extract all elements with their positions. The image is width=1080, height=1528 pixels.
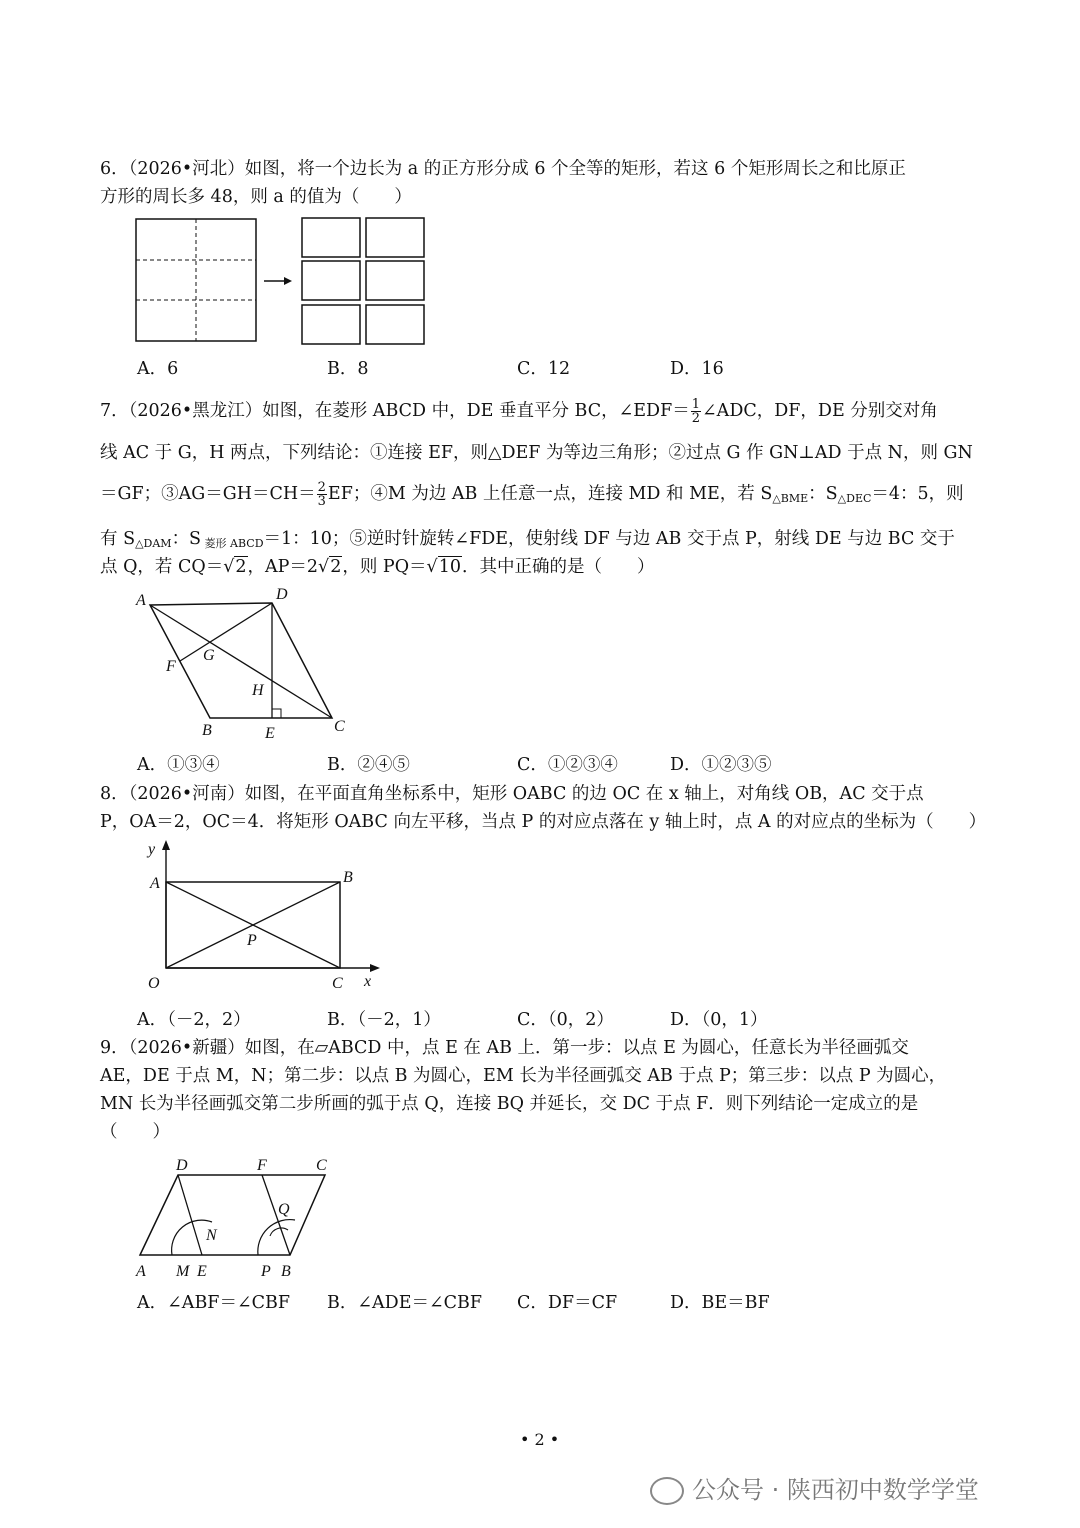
q6-figure	[130, 215, 430, 350]
q8-label-a: A	[150, 875, 160, 892]
q7-label-c: C	[334, 718, 345, 735]
watermark-text: 公众号 · 陕西初中数学学堂	[692, 1476, 979, 1504]
q7-label-a: A	[136, 592, 146, 609]
q8-label-o: O	[148, 975, 160, 992]
q9-option-a: A．∠ABF＝∠CBF	[137, 1293, 290, 1313]
q9-line3: MN 长为半径画弧交第二步所画的弧于点 Q，连接 BQ 并延长，交 DC 于点 F．则下列结论一定成立的是	[100, 1094, 919, 1114]
q8-label-x: x	[364, 973, 372, 990]
q8-option-b: B．（－2，1）	[327, 1010, 441, 1030]
q9-label-m: M	[176, 1263, 190, 1280]
q6-option-d: D．16	[670, 359, 724, 379]
q6-option-a: A．6	[137, 359, 179, 379]
q6-option-b: B．8	[327, 359, 369, 379]
q7-label-d: D	[276, 586, 288, 603]
q7-label-b: B	[202, 722, 212, 739]
q6-option-c: C．12	[517, 359, 571, 379]
q8-label-c: C	[332, 975, 343, 992]
q8-option-c: C．（0，2）	[517, 1010, 614, 1030]
q9-label-p: P	[261, 1263, 271, 1280]
q8-figure	[130, 838, 390, 998]
q8-label-p: P	[247, 932, 257, 949]
q7-line1: 7．（2026•黑龙江）如图，在菱形 ABCD 中，DE 垂直平分 BC，∠EDF＝ $\frac{1}{2}$ ∠ADC，DF，DE 分别交对角	[100, 397, 938, 426]
q7-label-f: F	[166, 658, 176, 675]
q7-option-b: B．②④⑤	[327, 755, 410, 775]
q7-figure	[130, 585, 360, 745]
q7-label-h: H	[252, 682, 264, 699]
q8-option-a: A．（－2，2）	[137, 1010, 251, 1030]
q8-label-y: y	[148, 841, 156, 858]
q7-option-d: D．①②③⑤	[670, 755, 772, 775]
q6-line2: 方形的周长多 48，则 a 的值为（ ）	[100, 187, 412, 207]
q7-line2: 线 AC 于 G，H 两点，下列结论：①连接 EF，则△DEF 为等边三角形；②过点 G 作 GN⊥AD 于点 N，则 GN	[100, 443, 973, 463]
q8-label-b: B	[343, 869, 353, 886]
q9-line2: AE，DE 于点 M，N；第二步：以点 B 为圆心，EM 长为半径画弧交 AB 于点 P；第三步：以点 P 为圆心，	[100, 1066, 947, 1086]
q9-label-c: C	[316, 1157, 327, 1174]
page-number: • 2 •	[520, 1430, 560, 1449]
q9-label-b: B	[281, 1263, 291, 1280]
q9-line4: （ ）	[100, 1122, 170, 1142]
q6-line1: 6．（2026•河北）如图，将一个边长为 a 的正方形分成 6 个全等的矩形，若这 6 个矩形周长之和比原正	[100, 159, 906, 179]
q9-option-c: C．DF＝CF	[517, 1293, 618, 1313]
q8-line2: P，OA＝2，OC＝4．将矩形 OABC 向左平移，当点 P 的对应点落在 y 轴上时，点 A 的对应点的坐标为（ ）	[100, 812, 987, 832]
q7-line5: 点 Q，若 CQ＝√2，AP＝2√2，则 PQ＝√10．其中正确的是（ ）	[100, 557, 655, 577]
q7-label-g: G	[203, 647, 215, 664]
q7-label-e: E	[265, 725, 275, 742]
q9-label-q: Q	[278, 1201, 290, 1218]
q9-option-b: B．∠ADE＝∠CBF	[327, 1293, 483, 1313]
wechat-icon	[650, 1477, 684, 1505]
q9-line1: 9．（2026•新疆）如图，在▱ABCD 中，点 E 在 AB 上．第一步：以点 E 为圆心，任意长为半径画弧交	[100, 1038, 909, 1058]
q9-label-d: D	[176, 1157, 188, 1174]
q9-figure	[130, 1150, 350, 1285]
q9-label-a: A	[136, 1263, 146, 1280]
q9-label-n: N	[206, 1227, 217, 1244]
q9-label-e: E	[197, 1263, 207, 1280]
q7-option-c: C．①②③④	[517, 755, 618, 775]
q7-line4: 有 $S_{\triangle DAM}$：S $_{菱形 ABCD}$＝1：10；⑤逆时针旋转∠FDE，使射线 DF 与边 AB 交于点 P，射线 DE 与边 BC 交于	[100, 529, 955, 550]
q9-label-f: F	[257, 1157, 267, 1174]
q8-option-d: D．（0，1）	[670, 1010, 768, 1030]
watermark	[650, 1470, 979, 1505]
q7-line3: ＝GF；③AG＝GH＝CH＝ $\frac{2}{3}$ EF；④M 为边 AB 上任意一点，连接 MD 和 ME，若 $S_{\triangle BME}$：$S_{\triangle DEC}=4$：5，则	[100, 480, 964, 509]
q7-option-a: A．①③④	[137, 755, 220, 775]
q8-line1: 8．（2026•河南）如图，在平面直角坐标系中，矩形 OABC 的边 OC 在 x 轴上，对角线 OB，AC 交于点	[100, 784, 924, 804]
q9-option-d: D．BE＝BF	[670, 1293, 770, 1313]
